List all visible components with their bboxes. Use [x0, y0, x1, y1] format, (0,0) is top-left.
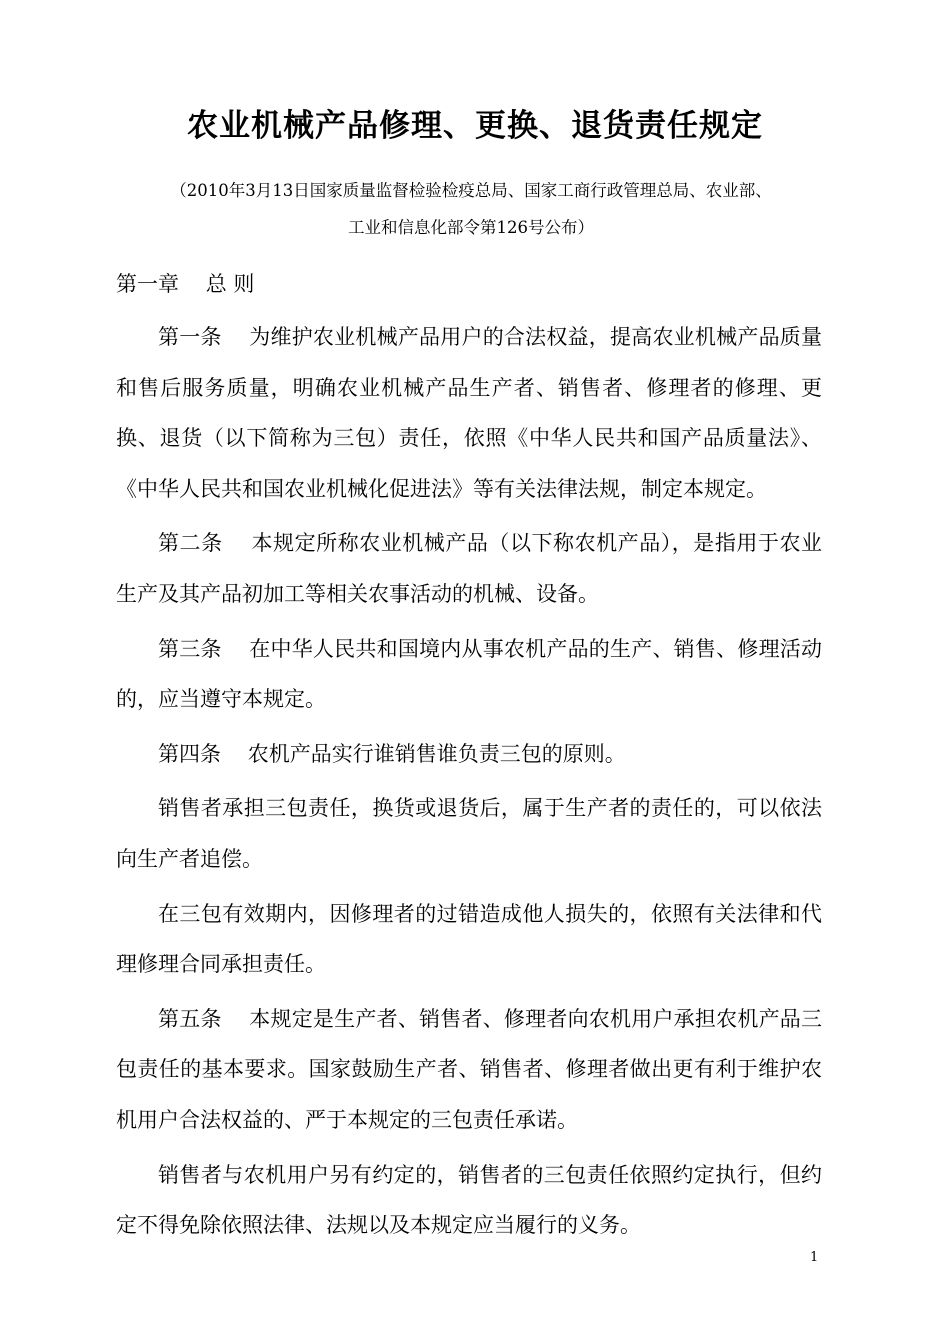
article-label: 第二条 [158, 531, 223, 556]
subtitle-line-2: 工业和信息化部令第126号公布） [348, 218, 594, 237]
paragraph-text: 在三包有效期内，因修理者的过错造成他人损失的，依照有关法律和代理修理合同承担责任。 [116, 901, 822, 977]
article-label: 第四条 [158, 741, 221, 766]
article-label: 第三条 [158, 636, 222, 661]
paragraph-text: 本规定所称农业机械产品（以下称农机产品），是指用于农业生产及其产品初加工等相关农事活动的机械、设备。 [116, 531, 823, 606]
paragraph-article-2 [116, 518, 822, 619]
paragraph-article-4-clause-3 [116, 889, 822, 990]
document-body [116, 312, 822, 1255]
subtitle-line-1: （2010年3月13日国家质量监督检验检疫总局、国家工商行政管理总局、农业部、 [170, 181, 772, 200]
paragraph-text: 本规定是生产者、销售者、修理者向农机用户承担农机产品三包责任的基本要求。国家鼓励生产者、销售者、修理者做出更有利于维护农机用户合法权益的、严于本规定的三包责任承诺。 [116, 1006, 823, 1132]
paragraph-text: 在中华人民共和国境内从事农机产品的生产、销售、修理活动的，应当遵守本规定。 [116, 636, 823, 712]
paragraph-article-4-clause-2 [116, 783, 822, 884]
article-label: 第一条 [158, 325, 222, 349]
paragraph-text: 销售者承担三包责任，换货或退货后，属于生产者的责任的，可以依法向生产者追偿。 [116, 796, 822, 871]
paragraph-article-3 [116, 624, 822, 725]
paragraph-text: 为维护农业机械产品用户的合法权益，提高农业机械产品质量和售后服务质量，明确农业机械产品生产者、销售者、修理者的修理、更换、退货（以下简称为三包）责任，依照《中华人民共和国产品质量法》、《中华人民共和国农业机械化促进法》等有关法律法规，制定本规定。 [116, 325, 823, 501]
chapter-heading: 第一章 总 则 [116, 272, 255, 296]
paragraph-article-5-clause-2 [116, 1150, 822, 1251]
page-number: 1 [810, 1250, 819, 1265]
paragraph-article-1 [116, 312, 822, 514]
document-title: 农业机械产品修理、更换、退货责任规定 [187, 108, 763, 144]
article-label: 第五条 [158, 1006, 222, 1031]
document-subtitle [116, 172, 826, 246]
paragraph-article-5 [116, 994, 822, 1146]
paragraph-text: 销售者与农机用户另有约定的，销售者的三包责任依照约定执行，但约定不得免除依照法律、法规以及本规定应当履行的义务。 [116, 1162, 822, 1238]
paragraph-article-4 [116, 729, 822, 780]
paragraph-text: 农机产品实行谁销售谁负责三包的原则。 [247, 741, 626, 766]
